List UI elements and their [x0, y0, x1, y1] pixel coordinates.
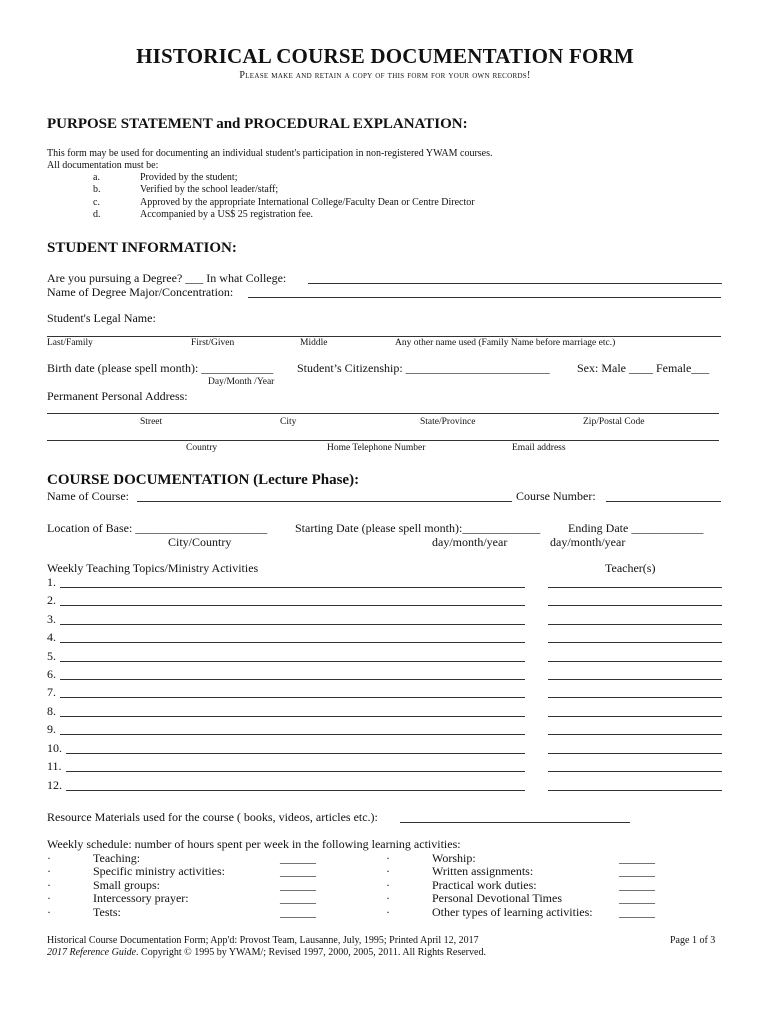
- topic-field[interactable]: [60, 661, 525, 662]
- hours-field[interactable]: ______: [280, 905, 316, 919]
- citizenship-label: Student’s Citizenship: ________________________: [297, 361, 550, 375]
- addr-label-street: Street: [140, 417, 163, 427]
- form-subtitle: Please make and retain a copy of this form for your own records!: [239, 70, 531, 81]
- legal-name-field[interactable]: [47, 336, 721, 337]
- resources-field[interactable]: [400, 822, 630, 823]
- item-text-b: Verified by the school leader/staff;: [140, 184, 279, 195]
- topic-field[interactable]: [66, 753, 525, 754]
- form-title: HISTORICAL COURSE DOCUMENTATION FORM: [136, 44, 634, 68]
- topic-field[interactable]: [60, 734, 525, 735]
- topic-number: 9.: [47, 722, 56, 736]
- purpose-line-2: All documentation must be:: [47, 160, 159, 171]
- activity-bullet: ·: [386, 851, 390, 865]
- hours-field[interactable]: ______: [619, 851, 655, 865]
- topic-field[interactable]: [60, 642, 525, 643]
- activity-label: Intercessory prayer:: [93, 891, 189, 905]
- major-field[interactable]: [248, 297, 721, 298]
- birth-date-format: Day/Month /Year: [208, 377, 275, 387]
- activity-label: Specific ministry activities:: [93, 864, 225, 878]
- teacher-field[interactable]: [548, 642, 722, 643]
- teacher-field[interactable]: [548, 605, 722, 606]
- topic-field[interactable]: [60, 679, 525, 680]
- activity-bullet: ·: [386, 891, 390, 905]
- addr-label-city: City: [280, 417, 297, 427]
- activity-bullet: ·: [47, 878, 51, 892]
- topic-number: 11.: [47, 759, 62, 773]
- topic-number: 1.: [47, 575, 56, 589]
- topic-number: 4.: [47, 630, 56, 644]
- contact-label-phone: Home Telephone Number: [327, 443, 426, 453]
- college-field[interactable]: [308, 283, 722, 284]
- course-name-label: Name of Course:: [47, 489, 129, 503]
- activity-bullet: ·: [47, 905, 51, 919]
- item-letter-a: a.: [93, 172, 100, 183]
- name-label-last: Last/Family: [47, 338, 93, 348]
- teacher-field[interactable]: [548, 790, 722, 791]
- teacher-field[interactable]: [548, 679, 722, 680]
- item-text-c: Approved by the appropriate International College/Faculty Dean or Centre Director: [140, 197, 475, 208]
- end-date-format: day/month/year: [550, 535, 626, 549]
- item-letter-b: b.: [93, 184, 101, 195]
- teacher-field[interactable]: [548, 661, 722, 662]
- topic-number: 12.: [47, 778, 62, 792]
- item-text-d: Accompanied by a US$ 25 registration fee.: [140, 209, 314, 220]
- footer-line-1: Historical Course Documentation Form; App'd: Provost Team, Lausanne, July, 1995; Printed April 12, 2017: [47, 935, 479, 946]
- hours-field[interactable]: ______: [619, 905, 655, 919]
- purpose-heading: PURPOSE STATEMENT and PROCEDURAL EXPLANATION:: [47, 116, 468, 132]
- topic-number: 10.: [47, 741, 62, 755]
- address-field[interactable]: [47, 413, 719, 414]
- topic-number: 2.: [47, 593, 56, 607]
- page-number: Page 1 of 3: [670, 935, 716, 946]
- legal-name-label: Student's Legal Name:: [47, 311, 156, 325]
- activity-label: Teaching:: [93, 851, 141, 865]
- topics-label: Weekly Teaching Topics/Ministry Activities: [47, 561, 259, 575]
- name-label-middle: Middle: [300, 338, 328, 348]
- contact-label-email: Email address: [512, 443, 566, 453]
- footer-line-2: [47, 947, 486, 958]
- topic-field[interactable]: [66, 790, 525, 791]
- reference-guide-title: 2017 Reference Guide: [47, 947, 137, 958]
- teacher-field[interactable]: [548, 624, 722, 625]
- teacher-field[interactable]: [548, 753, 722, 754]
- teacher-field[interactable]: [548, 734, 722, 735]
- base-location-format: City/Country: [168, 535, 232, 549]
- activity-label: Tests:: [93, 905, 121, 919]
- activity-bullet: ·: [47, 891, 51, 905]
- end-date-label: Ending Date ____________: [568, 521, 704, 535]
- course-heading: COURSE DOCUMENTATION (Lecture Phase):: [47, 472, 360, 488]
- activity-label: Other types of learning activities:: [432, 905, 593, 919]
- start-date-label: Starting Date (please spell month):_____________: [295, 521, 541, 535]
- activity-label: Small groups:: [93, 878, 161, 892]
- hours-field[interactable]: ______: [280, 878, 316, 892]
- weekly-schedule-label: Weekly schedule: number of hours spent per week in the following learning activities:: [47, 837, 461, 851]
- teachers-label: Teacher(s): [605, 561, 656, 575]
- student-heading: STUDENT INFORMATION:: [47, 240, 237, 256]
- sex-label: Sex: Male ____ Female___: [577, 361, 710, 375]
- topic-field[interactable]: [60, 587, 525, 588]
- activity-bullet: ·: [47, 851, 51, 865]
- hours-field[interactable]: ______: [280, 864, 316, 878]
- item-letter-d: d.: [93, 209, 101, 220]
- activity-label: Personal Devotional Times: [432, 891, 563, 905]
- topic-number: 3.: [47, 612, 56, 626]
- purpose-line-1: This form may be used for documenting an individual student's participation in non-registered YWAM courses.: [47, 148, 493, 159]
- start-date-format: day/month/year: [432, 535, 508, 549]
- base-location-label: Location of Base: ______________________: [47, 521, 268, 535]
- name-label-other: Any other name used (Family Name before marriage etc.): [395, 338, 616, 348]
- topic-field[interactable]: [60, 624, 525, 625]
- topic-field[interactable]: [60, 697, 525, 698]
- course-number-label: Course Number:: [516, 489, 596, 503]
- topic-field[interactable]: [60, 716, 525, 717]
- activity-bullet: ·: [386, 905, 390, 919]
- course-name-field[interactable]: [137, 501, 512, 502]
- hours-field[interactable]: ______: [619, 878, 655, 892]
- teacher-field[interactable]: [548, 587, 722, 588]
- addr-label-state: State/Province: [420, 417, 476, 427]
- topic-field[interactable]: [66, 771, 525, 772]
- topic-number: 6.: [47, 667, 56, 681]
- activity-bullet: ·: [386, 878, 390, 892]
- item-text-a: Provided by the student;: [140, 172, 238, 183]
- activity-bullet: ·: [386, 864, 390, 878]
- major-label: Name of Degree Major/Concentration:: [47, 285, 234, 299]
- addr-label-zip: Zip/Postal Code: [583, 417, 645, 427]
- teacher-field[interactable]: [548, 771, 722, 772]
- topic-number: 7.: [47, 685, 56, 699]
- teacher-field[interactable]: [548, 716, 722, 717]
- topic-number: 5.: [47, 649, 56, 663]
- name-label-first: First/Given: [191, 338, 235, 348]
- activity-bullet: ·: [47, 864, 51, 878]
- birth-date-label: Birth date (please spell month): ____________: [47, 361, 274, 375]
- degree-question: Are you pursuing a Degree? ___ In what College:: [47, 271, 287, 285]
- activity-label: Worship:: [432, 851, 476, 865]
- resources-label: Resource Materials used for the course ( books, videos, articles etc.):: [47, 810, 378, 824]
- hours-field[interactable]: ______: [619, 891, 655, 905]
- contact-field[interactable]: [47, 440, 719, 441]
- contact-label-country: Country: [186, 443, 218, 453]
- copyright-text: . Copyright © 1995 by YWAM/; Revised 1997, 2000, 2005, 2011. All Rights Reserved.: [136, 947, 486, 958]
- activity-label: Practical work duties:: [432, 878, 537, 892]
- topic-field[interactable]: [60, 605, 525, 606]
- hours-field[interactable]: ______: [280, 851, 316, 865]
- teacher-field[interactable]: [548, 697, 722, 698]
- hours-field[interactable]: ______: [280, 891, 316, 905]
- topic-number: 8.: [47, 704, 56, 718]
- hours-field[interactable]: ______: [619, 864, 655, 878]
- activity-label: Written assignments:: [432, 864, 534, 878]
- item-letter-c: c.: [93, 197, 100, 208]
- address-label: Permanent Personal Address:: [47, 389, 188, 403]
- course-number-field[interactable]: [606, 501, 721, 502]
